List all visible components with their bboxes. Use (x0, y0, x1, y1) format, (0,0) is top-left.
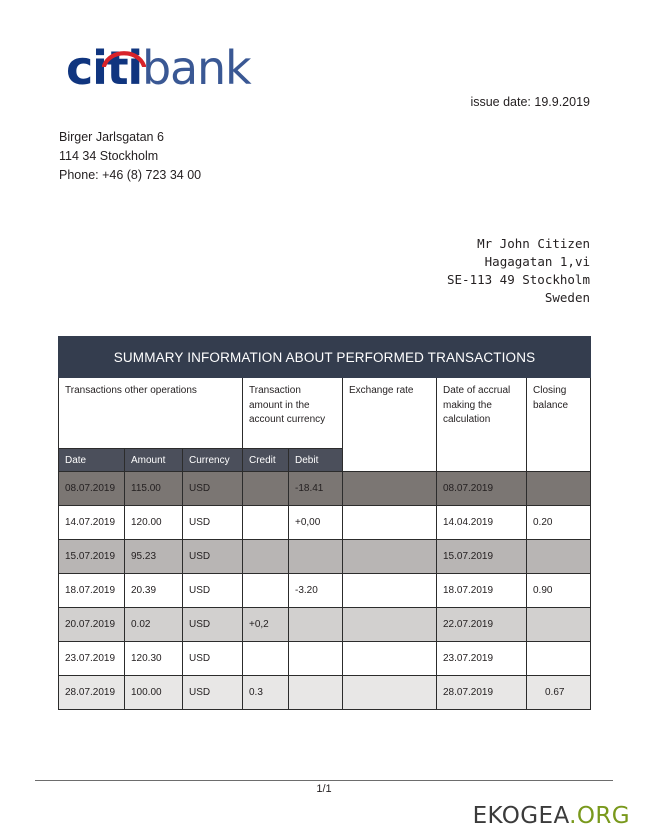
citibank-logo (66, 40, 250, 96)
cell-exchange-rate (343, 608, 437, 642)
transactions-table (58, 336, 591, 710)
recipient-city: SE-113 49 Stockholm (447, 272, 590, 287)
table-row (59, 472, 591, 506)
cell-exchange-rate (343, 472, 437, 506)
bank-address-block (59, 128, 201, 185)
cell-exchange-rate (343, 676, 437, 710)
table-title: SUMMARY INFORMATION ABOUT PERFORMED TRANSACTIONS (59, 337, 591, 378)
cell-currency: USD (183, 608, 243, 642)
cell-credit (243, 540, 289, 574)
cell-currency: USD (183, 574, 243, 608)
column-header-credit: Credit (243, 449, 289, 472)
logo-bank-text: bank (142, 41, 251, 95)
group-header-date-of-accrual: Date of accrual making the calculation (437, 378, 527, 472)
cell-currency: USD (183, 540, 243, 574)
cell-debit (289, 642, 343, 676)
cell-accrual-date: 23.07.2019 (437, 642, 527, 676)
cell-debit (289, 540, 343, 574)
cell-accrual-date: 15.07.2019 (437, 540, 527, 574)
cell-date: 20.07.2019 (59, 608, 125, 642)
watermark-name: EKOGEA (472, 803, 570, 829)
table-row (59, 506, 591, 540)
cell-accrual-date: 14.04.2019 (437, 506, 527, 540)
cell-amount: 100.00 (125, 676, 183, 710)
cell-amount: 120.00 (125, 506, 183, 540)
cell-amount: 95.23 (125, 540, 183, 574)
cell-closing-balance: 0.90 (527, 574, 591, 608)
cell-closing-balance (527, 608, 591, 642)
watermark-tld: .ORG (569, 803, 630, 829)
cell-date: 23.07.2019 (59, 642, 125, 676)
table-title-bar (59, 337, 591, 378)
footer-divider (35, 780, 613, 781)
cell-accrual-date: 22.07.2019 (437, 608, 527, 642)
group-header-transactions: Transactions other operations (59, 378, 243, 449)
cell-closing-balance (527, 472, 591, 506)
column-header-debit: Debit (289, 449, 343, 472)
cell-credit (243, 642, 289, 676)
page-number: 1/1 (316, 783, 332, 795)
cell-credit (243, 506, 289, 540)
column-header-currency: Currency (183, 449, 243, 472)
column-header-amount: Amount (125, 449, 183, 472)
group-header-closing-balance: Closing balance (527, 378, 591, 472)
cell-closing-balance: 0.67 (527, 676, 591, 710)
logo-citi-text: citi (66, 41, 142, 95)
ekogea-watermark (473, 803, 630, 829)
cell-exchange-rate (343, 540, 437, 574)
cell-currency: USD (183, 506, 243, 540)
cell-closing-balance: 0.20 (527, 506, 591, 540)
table-body (59, 472, 591, 710)
cell-amount: 20.39 (125, 574, 183, 608)
cell-amount: 0.02 (125, 608, 183, 642)
table-row (59, 642, 591, 676)
cell-credit: +0,2 (243, 608, 289, 642)
column-header-date: Date (59, 449, 125, 472)
cell-currency: USD (183, 472, 243, 506)
recipient-name: Mr John Citizen (477, 236, 590, 251)
cell-exchange-rate (343, 574, 437, 608)
cell-debit: -3.20 (289, 574, 343, 608)
cell-currency: USD (183, 642, 243, 676)
cell-debit (289, 676, 343, 710)
recipient-address-block (447, 235, 590, 307)
cell-credit (243, 574, 289, 608)
cell-amount: 120.30 (125, 642, 183, 676)
citibank-wordmark (66, 40, 250, 96)
cell-debit: -18.41 (289, 472, 343, 506)
recipient-country: Sweden (544, 290, 590, 305)
issue-date: issue date: 19.9.2019 (470, 95, 590, 109)
group-header-exchange-rate: Exchange rate (343, 378, 437, 472)
cell-date: 15.07.2019 (59, 540, 125, 574)
cell-credit (243, 472, 289, 506)
table-row (59, 608, 591, 642)
table-row (59, 574, 591, 608)
bank-address-phone: Phone: +46 (8) 723 34 00 (59, 168, 202, 182)
table-group-header-row (59, 378, 591, 449)
bank-address-street: Birger Jarlsgatan 6 (59, 130, 164, 144)
cell-accrual-date: 28.07.2019 (437, 676, 527, 710)
table-row (59, 540, 591, 574)
cell-debit (289, 608, 343, 642)
cell-date: 14.07.2019 (59, 506, 125, 540)
cell-exchange-rate (343, 506, 437, 540)
cell-accrual-date: 18.07.2019 (437, 574, 527, 608)
cell-accrual-date: 08.07.2019 (437, 472, 527, 506)
cell-currency: USD (183, 676, 243, 710)
cell-debit: +0,00 (289, 506, 343, 540)
cell-exchange-rate (343, 642, 437, 676)
bank-address-city: 114 34 Stockholm (59, 149, 159, 163)
cell-closing-balance (527, 642, 591, 676)
group-header-amount-account-currency: Transaction amount in the account currency (243, 378, 343, 449)
cell-date: 28.07.2019 (59, 676, 125, 710)
cell-date: 18.07.2019 (59, 574, 125, 608)
cell-amount: 115.00 (125, 472, 183, 506)
cell-closing-balance (527, 540, 591, 574)
cell-credit: 0.3 (243, 676, 289, 710)
recipient-street: Hagagatan 1,vi (484, 254, 590, 269)
cell-date: 08.07.2019 (59, 472, 125, 506)
table-row (59, 676, 591, 710)
